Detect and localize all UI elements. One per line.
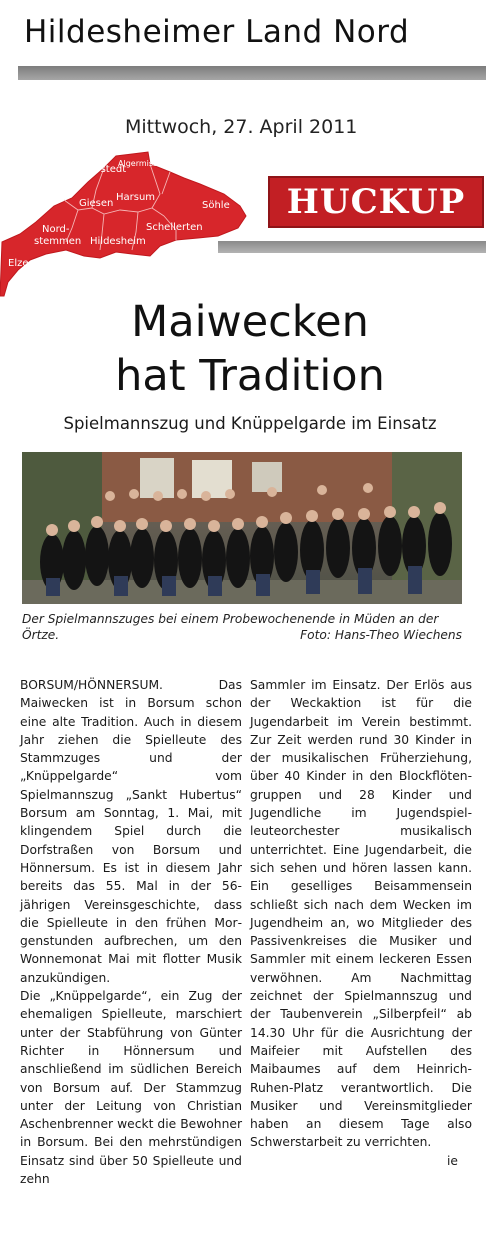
article-paragraph: BORSUM/HÖNNERSUM. Das Maiwecken ist in Borsum schon eine alte Tradition. Auch in diesem Jahr ziehen die Spielleute des Stammzuges und der „Knüppelgarde“ vom Spielmannszug „Sankt Hubertus“ Borsum am Sonntag, 1. Mai, mit klingendem Spiel durch die Dorfstraßen von Borsum und Hönnersum. Es ist in diesem Jahr bereits das 55. Mal in der 56-jährigen Vereinsgeschichte, dass die Spielleute in den frühen Morgenstunden aufbrechen, um den Wonnemonat Mai mit flotter Musik anzukündigen. [20,678,242,985]
group-photo-image [22,452,462,604]
logo-text: HUCKUP [286,182,466,222]
photo-caption-block [22,611,462,643]
headline-line-1: Maiwecken [131,297,369,347]
region-map [0,150,250,300]
issue-date: Mittwoch, 27. April 2011 [125,116,358,138]
map-place-schellerten: Schellerten [146,222,203,233]
photo-credit: Foto: Hans-Theo Wiechens [300,628,462,642]
map-place-nordstemmen-2: stemmen [34,236,82,247]
article-paragraph: Die „Knüppelgarde“, ein Zug der ehemaligen Spielleute, marschiert unter der Stabführung von Günter Richter in Hönnersum und anschließend im südlichen Bereich von Borsum auf. Der Stammzug unter der Leitung von Christian Aschenbrenner weckt die Bewohner in Borsum. Bei den mehrstündigen Einsatz sind über 50 Spielleute und zehn [20,989,242,1187]
article-column-left [20,676,242,1188]
map-place-hildesheim: Hildesheim [90,236,146,247]
map-place-algermissen: Algermissen [118,159,168,168]
article-column-right [250,676,472,1170]
headline-line-2: hat Tradition [115,351,385,401]
photo-caption: Der Spielmannszuges bei einem Probewochenende in Müden an der Örtze. [22,612,439,642]
map-place-harsum: Harsum [116,192,156,203]
map-place-nordstemmen-1: Nord- [42,224,70,235]
section-title: Hildesheimer Land Nord [24,14,410,50]
map-place-giesen: Giesen [79,198,114,209]
region-map-graphic [0,150,250,300]
huckup-logo [268,176,484,228]
logo-rule [218,241,486,253]
map-place-soehle: Söhle [202,200,230,211]
subheadline: Spielmannszug und Knüppelgarde im Einsatz [63,414,437,433]
group-photo [22,452,462,604]
map-place-sarstedt: Sarstedt [84,164,127,175]
map-place-elze: Elze [8,258,29,269]
article-paragraph: Sammler im Einsatz. Der Erlös aus der Weckaktion ist für die Jugendarbeit im Verein bestimmt. Zur Zeit werden rund 30 Kinder in der musikalischen Früherziehung, über 40 Kinder in den Blockflötengruppen und 28 Kinder und Jugendliche im Jugendspielleuteorchester musikalisch unterrichtet. Eine Jugendarbeit, die sich sehen und hören lassen kann. Ein geselliges Beisammensein schließt sich nach dem Wecken im Jugendheim an, wo Mitglieder des Passivenkreises die Musiker und Sammler mit einem leckeren Essen verwöhnen. Am Nachmittag zeichnet der Spielmannszug und der Taubenverein „Silberpfeil“ ab 14.30 Uhr für die Ausrichtung der Maifeier mit Aufstellen des Maibaumes auf dem Heinrich-Ruhen-Platz verantwortlich. Die Musiker und Vereinsmitglieder haben an diesem Tage also Schwerstarbeit zu verrichten. [250,678,472,1150]
header-rule [18,66,486,80]
article-paragraph-fragment: ie [447,1153,458,1168]
